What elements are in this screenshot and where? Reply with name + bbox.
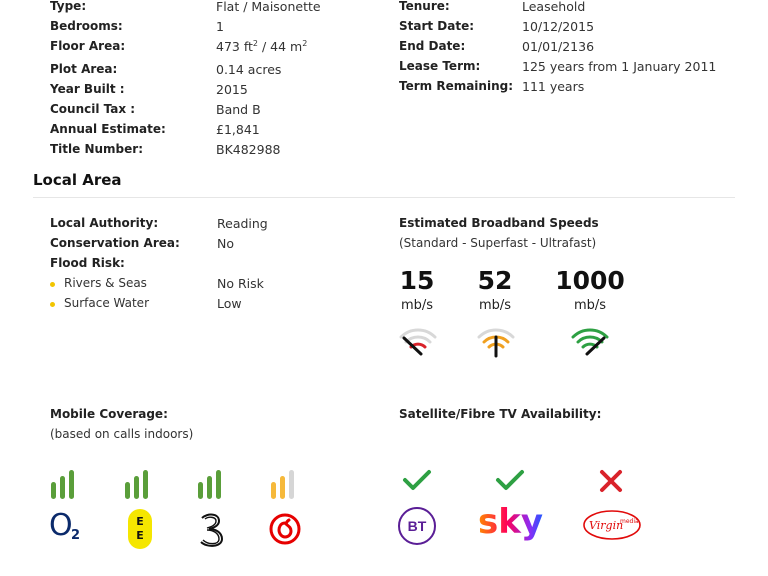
broadband-title: Estimated Broadband Speeds [399, 216, 599, 230]
speed-superfast-unit: mb/s [478, 298, 512, 313]
svg-text:media: media [620, 518, 639, 525]
type-value: Flat / Maisonette [216, 0, 321, 14]
local-area-title: Local Area [33, 171, 122, 189]
floor-area-value: 473 $ft^2 / 44$ $m^2$ [216, 39, 308, 55]
year-built-label: Year Built : [50, 82, 125, 96]
o2-signal-icon [51, 469, 81, 499]
start-date-value: 10/12/2015 [522, 19, 595, 34]
mobile-coverage-subtitle: (based on calls indoors) [50, 427, 194, 441]
sky-available-check-icon [495, 468, 525, 492]
virgin-unavailable-cross-icon [598, 468, 624, 494]
annual-estimate-value: £1,841 [216, 122, 260, 137]
wifi-gauge-medium-icon [477, 325, 515, 359]
flood-risk-label: Flood Risk: [50, 256, 125, 270]
wifi-gauge-high-icon [571, 325, 609, 359]
section-divider [33, 197, 735, 198]
wifi-gauge-low-icon [399, 325, 437, 359]
virgin-media-logo [582, 507, 642, 543]
bt-available-check-icon [402, 468, 432, 492]
ee-logo: E E [128, 509, 152, 549]
floor-area-label: Floor Area: [50, 39, 126, 53]
lease-term-value: 125 years from 1 January 2011 [522, 59, 717, 74]
conservation-area-value: No [217, 236, 234, 251]
o2-logo: O 2 [49, 508, 81, 543]
speed-ultrafast-unit: mb/s [573, 298, 607, 313]
tenure-value: Leasehold [522, 0, 586, 14]
bedrooms-label: Bedrooms: [50, 19, 123, 33]
annual-estimate-label: Annual Estimate: [50, 122, 166, 136]
vodafone-signal-icon [271, 469, 301, 499]
speed-ultrafast-value: 1000 [555, 266, 625, 295]
rivers-seas-value: No Risk [217, 276, 264, 291]
surface-water-label: Surface Water [64, 296, 150, 310]
conservation-area-label: Conservation Area: [50, 236, 180, 250]
rivers-seas-label: Rivers & Seas [64, 276, 147, 290]
bedrooms-value: 1 [216, 19, 224, 34]
speed-superfast-value: 52 [477, 266, 513, 295]
term-remaining-label: Term Remaining: [399, 79, 514, 93]
bullet-icon [50, 302, 55, 307]
svg-text:Virgin: Virgin [589, 519, 624, 532]
end-date-label: End Date: [399, 39, 466, 53]
sky-logo [477, 503, 543, 543]
ee-signal-icon [125, 469, 155, 499]
bullet-icon [50, 282, 55, 287]
start-date-label: Start Date: [399, 19, 475, 33]
local-authority-label: Local Authority: [50, 216, 159, 230]
plot-area-label: Plot Area: [50, 62, 118, 76]
vodafone-logo [268, 512, 302, 546]
lease-term-label: Lease Term: [399, 59, 481, 73]
council-tax-value: Band B [216, 102, 261, 117]
three-logo [197, 512, 227, 548]
plot-area-value: 0.14 acres [216, 62, 282, 77]
tv-availability-title: Satellite/Fibre TV Availability: [399, 407, 602, 421]
tenure-label: Tenure: [399, 0, 450, 13]
speed-standard-value: 15 [399, 266, 435, 295]
council-tax-label: Council Tax : [50, 102, 136, 116]
year-built-value: 2015 [216, 82, 248, 97]
svg-text:sky: sky [478, 503, 543, 542]
three-signal-icon [198, 469, 228, 499]
mobile-coverage-title: Mobile Coverage: [50, 407, 168, 421]
title-number-label: Title Number: [50, 142, 143, 156]
bt-logo: BT [398, 507, 436, 545]
broadband-subtitle: (Standard - Superfast - Ultrafast) [399, 236, 597, 250]
type-label: Type: [50, 0, 87, 13]
title-number-value: BK482988 [216, 142, 281, 157]
speed-standard-unit: mb/s [400, 298, 434, 313]
surface-water-value: Low [217, 296, 242, 311]
term-remaining-value: 111 years [522, 79, 585, 94]
local-authority-value: Reading [217, 216, 268, 231]
end-date-value: 01/01/2136 [522, 39, 595, 54]
